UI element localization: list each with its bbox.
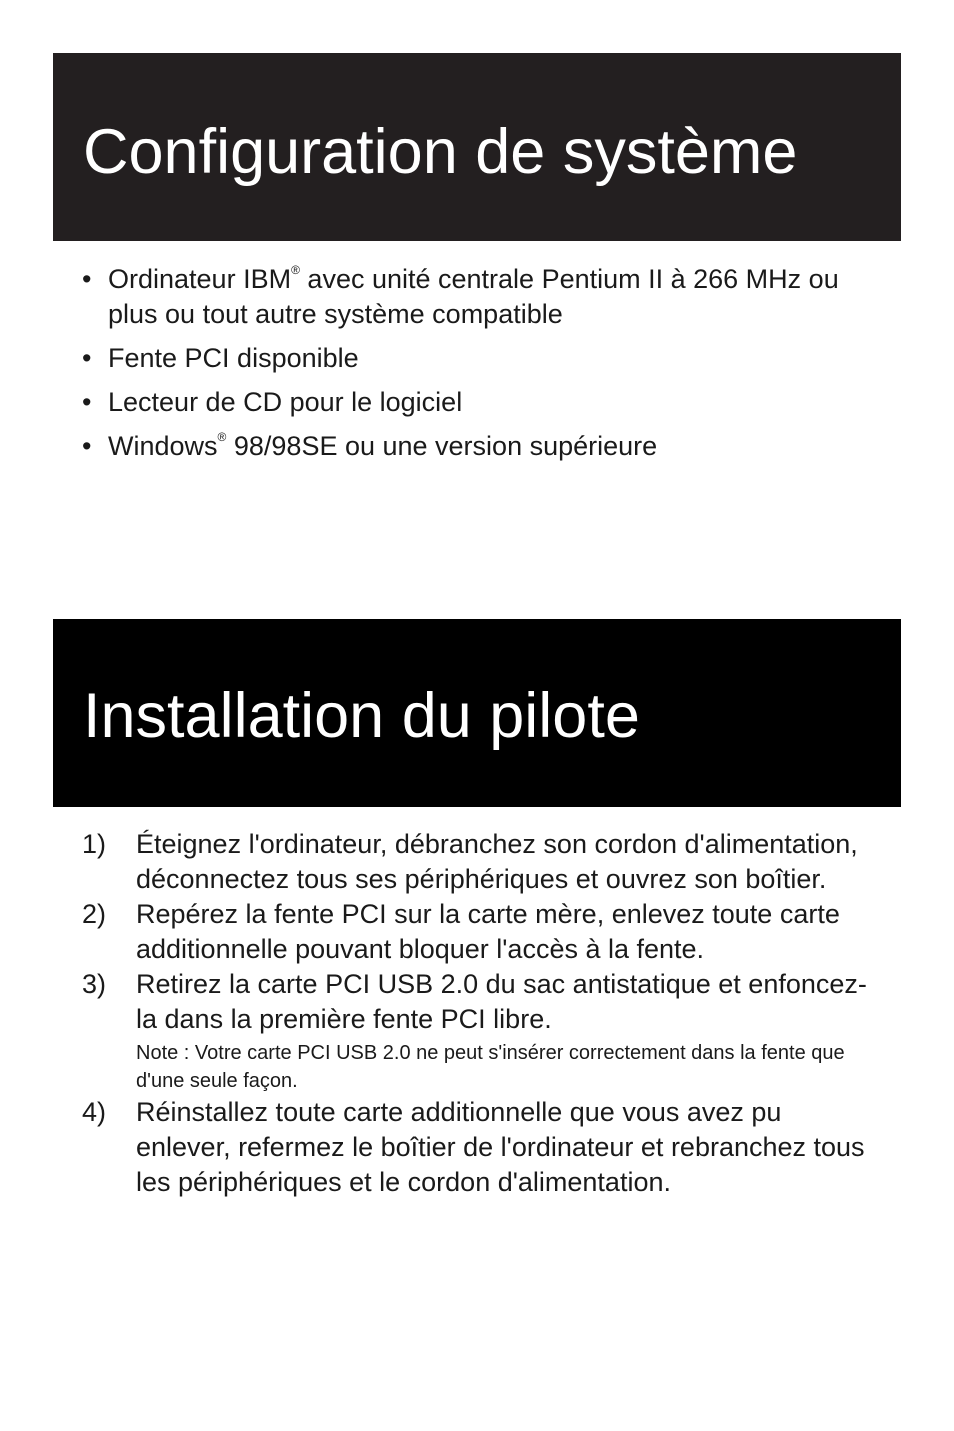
registered-mark: ® xyxy=(291,263,300,277)
requirement-item xyxy=(82,385,882,420)
step-text: Éteignez l'ordinateur, débranchez son cordon d'alimentation, déconnectez tous ses périphériques et ouvrez son boîtier. xyxy=(136,829,858,894)
step-text: Retirez la carte PCI USB 2.0 du sac antistatique et enfoncez-la dans la première fente PCI libre. xyxy=(136,969,867,1034)
requirement-text: Fente PCI disponible xyxy=(108,343,359,373)
installation-step xyxy=(82,897,882,967)
installation-step xyxy=(82,1095,882,1200)
requirement-text-cont: avec unité centrale Pentium II à 266 MHz ou plus ou tout autre système compatible xyxy=(108,264,839,329)
section-title-system-configuration: Configuration de système xyxy=(83,117,798,187)
bullet: • xyxy=(82,343,92,373)
requirement-text: Windows xyxy=(108,431,218,461)
step-note: Note : Votre carte PCI USB 2.0 ne peut s'insérer correctement dans la fente que d'une seule façon. xyxy=(136,1042,845,1092)
bullet: • xyxy=(82,387,92,417)
section-banner-system-configuration xyxy=(53,53,901,241)
bullet: • xyxy=(82,264,92,294)
section-title-driver-installation: Installation du pilote xyxy=(83,681,640,751)
requirement-item xyxy=(82,341,882,376)
step-number: 2) xyxy=(82,899,107,929)
section-banner-driver-installation xyxy=(53,619,901,807)
requirement-text: Lecteur de CD pour le logiciel xyxy=(108,387,463,417)
requirement-text-cont: 98/98SE ou une version supérieure xyxy=(226,431,658,461)
requirement-text: Ordinateur IBM xyxy=(108,264,292,294)
step-text: Repérez la fente PCI sur la carte mère, enlevez toute carte additionnelle pouvant bloquer l'accès à la fente. xyxy=(136,899,840,964)
registered-mark: ® xyxy=(217,430,227,444)
step-text: Réinstallez toute carte additionnelle que vous avez pu enlever, refermez le boîtier de l'ordinateur et rebranchez tous les périphériques et le cordon d'alimentation. xyxy=(136,1097,865,1197)
bullet: • xyxy=(82,431,92,461)
step-number: 3) xyxy=(82,969,107,999)
step-number: 1) xyxy=(82,829,107,859)
requirement-item xyxy=(82,429,882,464)
installation-step xyxy=(82,967,882,1095)
system-requirements-list xyxy=(82,262,882,473)
step-number: 4) xyxy=(82,1097,107,1127)
requirement-item xyxy=(82,262,882,332)
installation-steps-list xyxy=(82,827,882,1200)
installation-step xyxy=(82,827,882,897)
